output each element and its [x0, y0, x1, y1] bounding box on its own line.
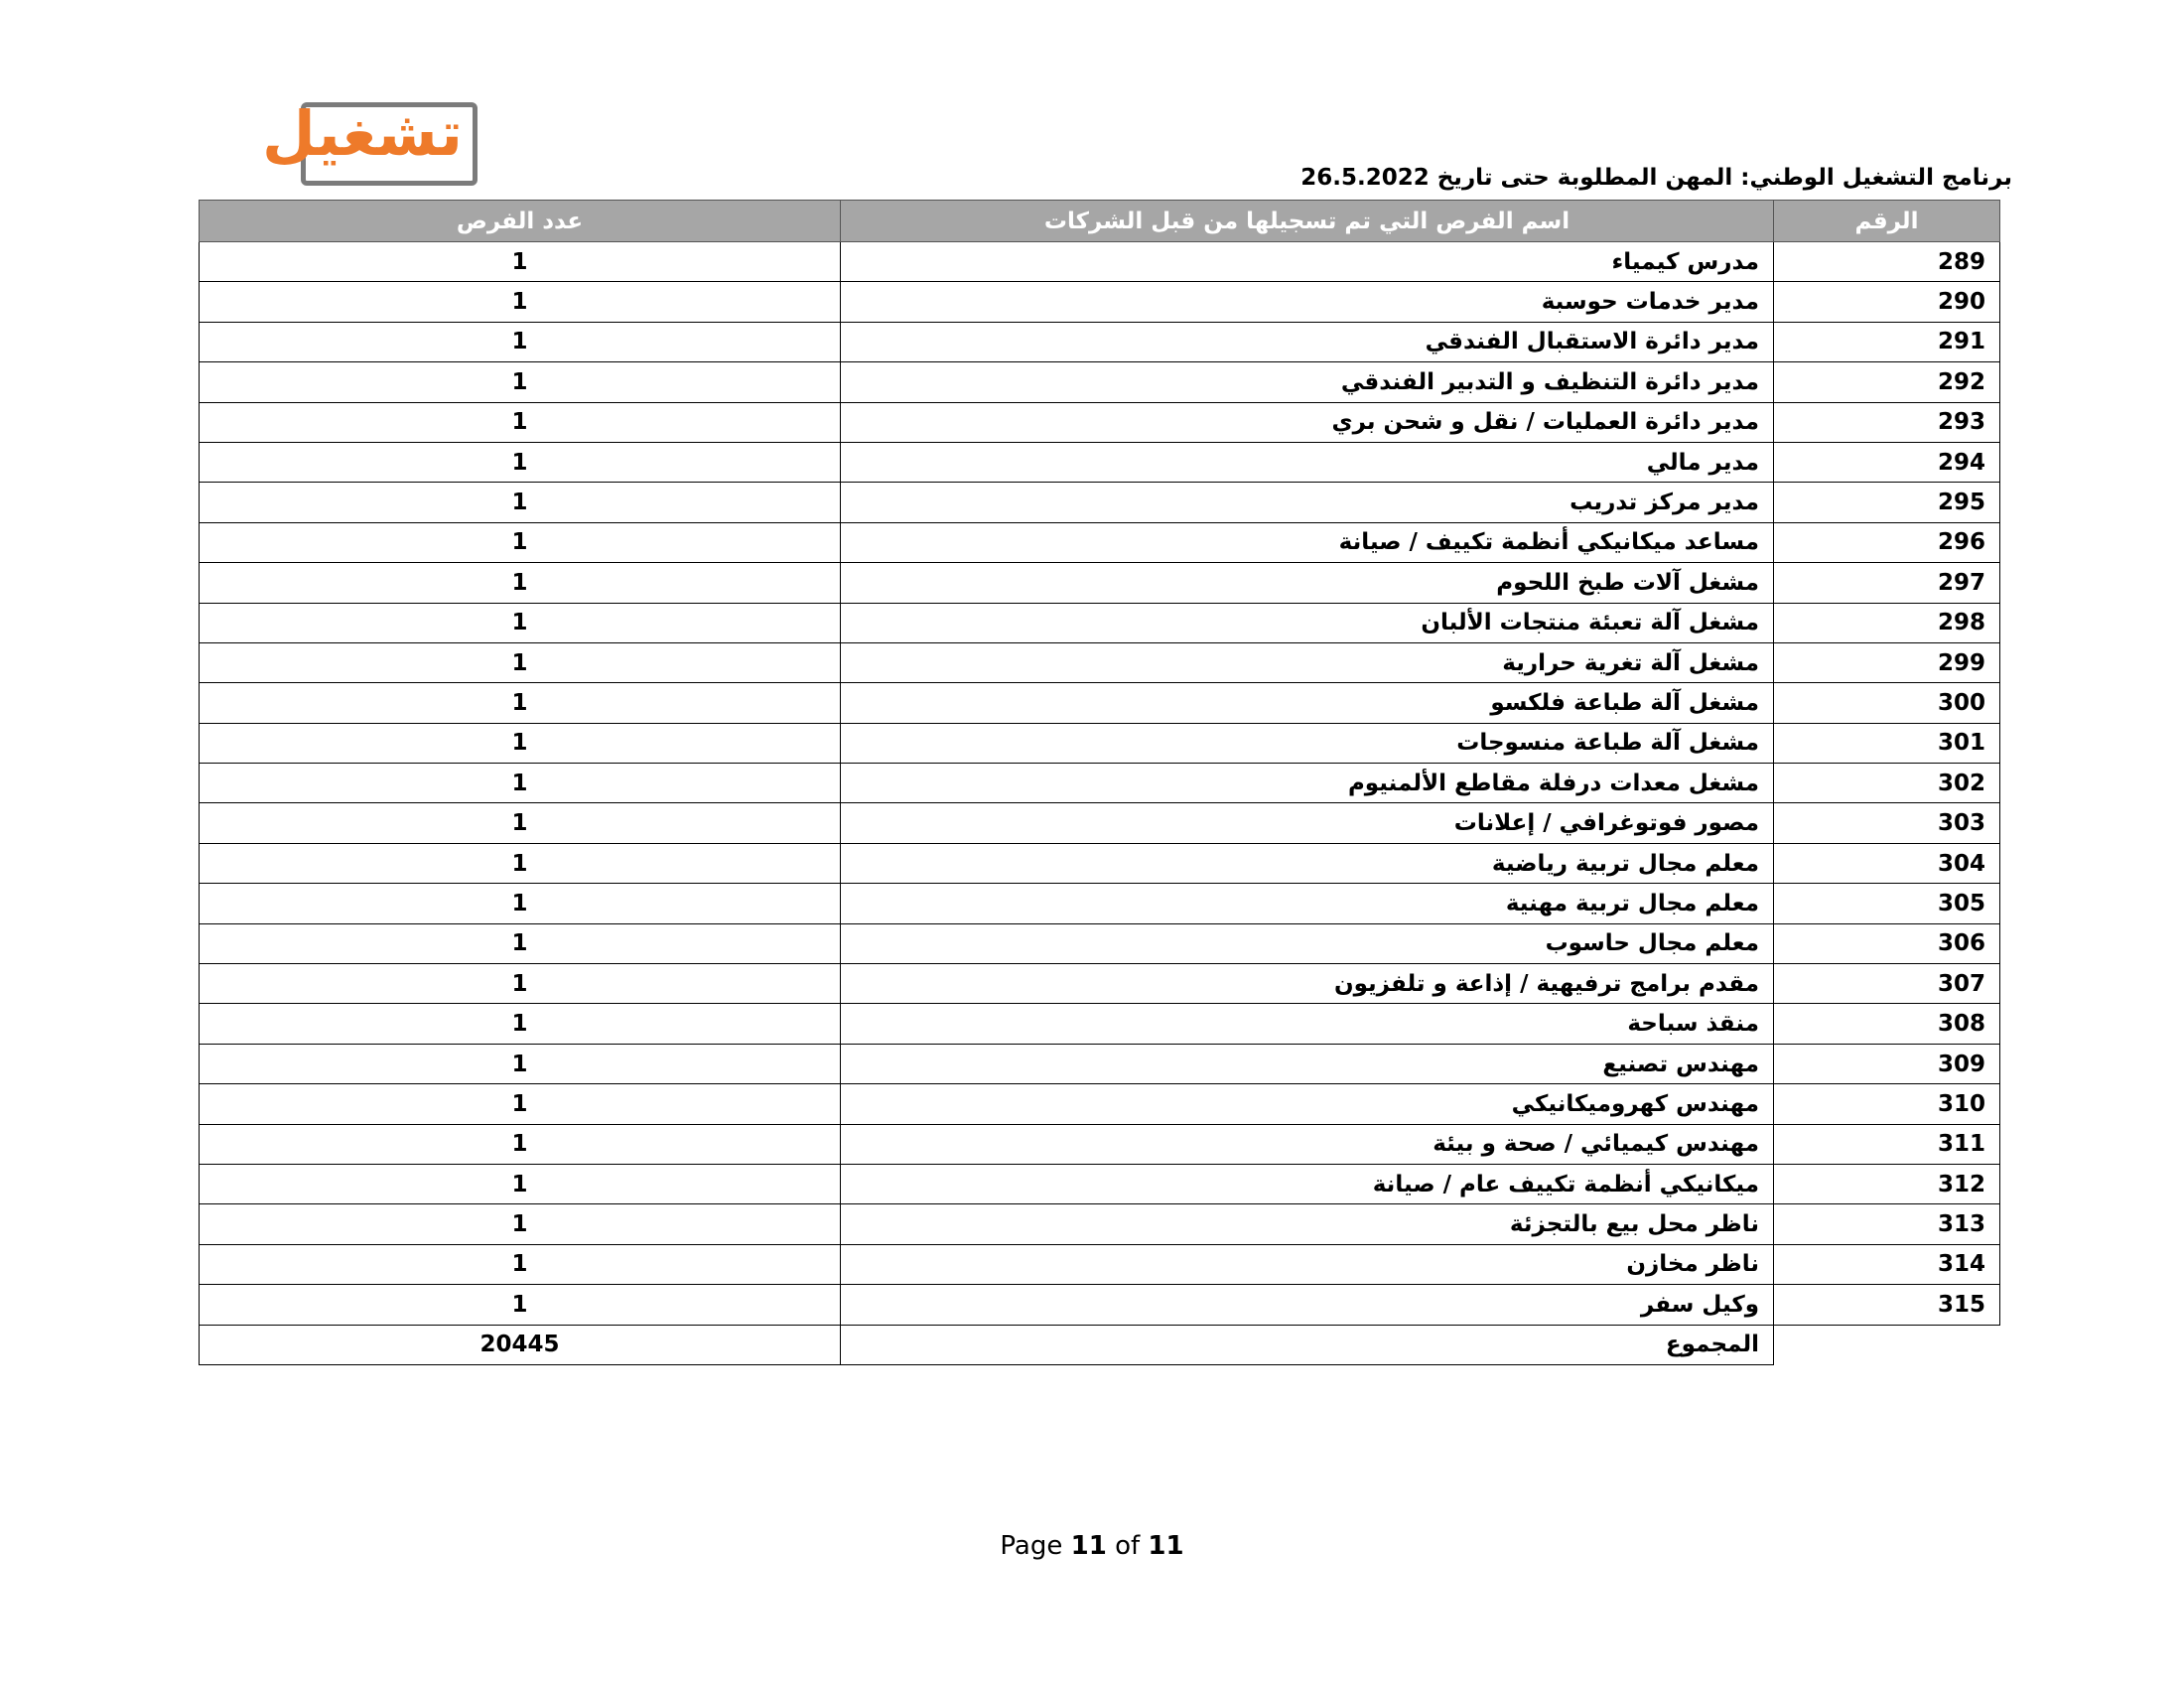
- row-name: مدير دائرة العمليات / نقل و شحن بري: [841, 402, 1774, 442]
- row-name: مشغل آلة تغرية حرارية: [841, 642, 1774, 682]
- row-name: مهندس كهروميكانيكي: [841, 1084, 1774, 1124]
- row-number: 297: [1774, 563, 2000, 603]
- row-number: 301: [1774, 723, 2000, 763]
- row-name: مشغل معدات درفلة مقاطع الألمنيوم: [841, 764, 1774, 803]
- row-number: 294: [1774, 442, 2000, 482]
- row-name: مصور فوتوغرافي / إعلانات: [841, 803, 1774, 843]
- total-value: 20445: [200, 1325, 841, 1364]
- header-name: اسم الفرص التي تم تسجيلها من قبل الشركات: [841, 201, 1774, 242]
- header-count: عدد الفرص: [200, 201, 841, 242]
- row-count: 1: [200, 442, 841, 482]
- row-count: 1: [200, 242, 841, 282]
- table-row: [200, 964, 2000, 1004]
- row-name: منقذ سباحة: [841, 1004, 1774, 1044]
- row-count: 1: [200, 1244, 841, 1284]
- row-name: ميكانيكي أنظمة تكييف عام / صيانة: [841, 1164, 1774, 1203]
- row-name: مدير مالي: [841, 442, 1774, 482]
- row-number: 289: [1774, 242, 2000, 282]
- row-count: 1: [200, 322, 841, 361]
- row-number: 293: [1774, 402, 2000, 442]
- total-row: [200, 1325, 2000, 1364]
- row-number: 296: [1774, 522, 2000, 562]
- row-count: 1: [200, 483, 841, 522]
- row-name: مهندس تصنيع: [841, 1044, 1774, 1083]
- table-row: [200, 764, 2000, 803]
- row-number: 298: [1774, 603, 2000, 642]
- row-count: 1: [200, 884, 841, 923]
- row-name: مدير دائرة التنظيف و التدبير الفندقي: [841, 362, 1774, 402]
- row-number: 291: [1774, 322, 2000, 361]
- table-row: [200, 1004, 2000, 1044]
- table-row: [200, 282, 2000, 322]
- row-number: 306: [1774, 923, 2000, 963]
- table-row: [200, 1285, 2000, 1325]
- row-number: 315: [1774, 1285, 2000, 1325]
- row-count: 1: [200, 642, 841, 682]
- row-name: مدرس كيمياء: [841, 242, 1774, 282]
- row-number: 313: [1774, 1204, 2000, 1244]
- row-count: 1: [200, 723, 841, 763]
- table-row: [200, 322, 2000, 361]
- table-row: [200, 803, 2000, 843]
- table-row: [200, 1164, 2000, 1203]
- table-row: [200, 563, 2000, 603]
- row-number: 311: [1774, 1124, 2000, 1164]
- row-number: 310: [1774, 1084, 2000, 1124]
- table-row: [200, 884, 2000, 923]
- logo-text: تشغيل: [261, 97, 463, 170]
- table-row: [200, 1244, 2000, 1284]
- row-count: 1: [200, 964, 841, 1004]
- row-name: مدير مركز تدريب: [841, 483, 1774, 522]
- table-body: [200, 242, 2000, 1365]
- table-row: [200, 1084, 2000, 1124]
- header-number: الرقم: [1774, 201, 2000, 242]
- table-row: [200, 1044, 2000, 1083]
- row-count: 1: [200, 522, 841, 562]
- row-number: 303: [1774, 803, 2000, 843]
- row-name: معلم مجال تربية مهنية: [841, 884, 1774, 923]
- footer-total-pages: 11: [1148, 1531, 1184, 1561]
- table-row: [200, 923, 2000, 963]
- table-row: [200, 1204, 2000, 1244]
- row-name: مدير دائرة الاستقبال الفندقي: [841, 322, 1774, 361]
- row-number: 290: [1774, 282, 2000, 322]
- row-count: 1: [200, 1084, 841, 1124]
- total-label: المجموع: [841, 1325, 1774, 1364]
- row-number: 312: [1774, 1164, 2000, 1203]
- total-empty-cell: [1774, 1325, 2000, 1364]
- row-count: 1: [200, 843, 841, 883]
- row-name: معلم مجال حاسوب: [841, 923, 1774, 963]
- row-number: 307: [1774, 964, 2000, 1004]
- table-row: [200, 642, 2000, 682]
- row-name: ناظر مخازن: [841, 1244, 1774, 1284]
- logo: [261, 97, 478, 186]
- row-count: 1: [200, 1164, 841, 1203]
- row-name: مهندس كيميائي / صحة و بيئة: [841, 1124, 1774, 1164]
- row-name: مدير خدمات حوسبة: [841, 282, 1774, 322]
- table-row: [200, 522, 2000, 562]
- table-row: [200, 843, 2000, 883]
- table-row: [200, 603, 2000, 642]
- row-count: 1: [200, 282, 841, 322]
- row-count: 1: [200, 803, 841, 843]
- table-row: [200, 402, 2000, 442]
- row-number: 302: [1774, 764, 2000, 803]
- row-number: 305: [1774, 884, 2000, 923]
- footer-current-page: 11: [1070, 1531, 1107, 1561]
- row-count: 1: [200, 1285, 841, 1325]
- row-name: مشغل آلات طبخ اللحوم: [841, 563, 1774, 603]
- row-number: 300: [1774, 683, 2000, 723]
- row-number: 304: [1774, 843, 2000, 883]
- row-name: معلم مجال تربية رياضية: [841, 843, 1774, 883]
- page-title: برنامج التشغيل الوطني: المهن المطلوبة حتى تاريخ 26.5.2022: [1300, 165, 2012, 191]
- jobs-table: [199, 200, 2000, 1365]
- row-name: مشغل آلة طباعة فلكسو: [841, 683, 1774, 723]
- row-number: 308: [1774, 1004, 2000, 1044]
- row-name: مقدم برامج ترفيهية / إذاعة و تلفزيون: [841, 964, 1774, 1004]
- table-row: [200, 723, 2000, 763]
- table-row: [200, 242, 2000, 282]
- row-name: مساعد ميكانيكي أنظمة تكييف / صيانة: [841, 522, 1774, 562]
- row-number: 295: [1774, 483, 2000, 522]
- row-count: 1: [200, 362, 841, 402]
- row-number: 292: [1774, 362, 2000, 402]
- row-count: 1: [200, 764, 841, 803]
- table-header-row: [200, 201, 2000, 242]
- row-name: مشغل آلة طباعة منسوجات: [841, 723, 1774, 763]
- row-count: 1: [200, 1204, 841, 1244]
- row-count: 1: [200, 402, 841, 442]
- row-count: 1: [200, 1004, 841, 1044]
- row-name: ناظر محل بيع بالتجزئة: [841, 1204, 1774, 1244]
- page-footer: [0, 1531, 2184, 1561]
- footer-prefix: Page: [1000, 1531, 1063, 1561]
- row-count: 1: [200, 1044, 841, 1083]
- row-number: 309: [1774, 1044, 2000, 1083]
- row-number: 299: [1774, 642, 2000, 682]
- table-row: [200, 683, 2000, 723]
- table-row: [200, 1124, 2000, 1164]
- footer-separator: of: [1115, 1531, 1141, 1561]
- table-row: [200, 442, 2000, 482]
- row-name: وكيل سفر: [841, 1285, 1774, 1325]
- row-count: 1: [200, 683, 841, 723]
- row-count: 1: [200, 603, 841, 642]
- table-row: [200, 483, 2000, 522]
- row-number: 314: [1774, 1244, 2000, 1284]
- row-count: 1: [200, 563, 841, 603]
- row-name: مشغل آلة تعبئة منتجات الألبان: [841, 603, 1774, 642]
- table-row: [200, 362, 2000, 402]
- row-count: 1: [200, 1124, 841, 1164]
- row-count: 1: [200, 923, 841, 963]
